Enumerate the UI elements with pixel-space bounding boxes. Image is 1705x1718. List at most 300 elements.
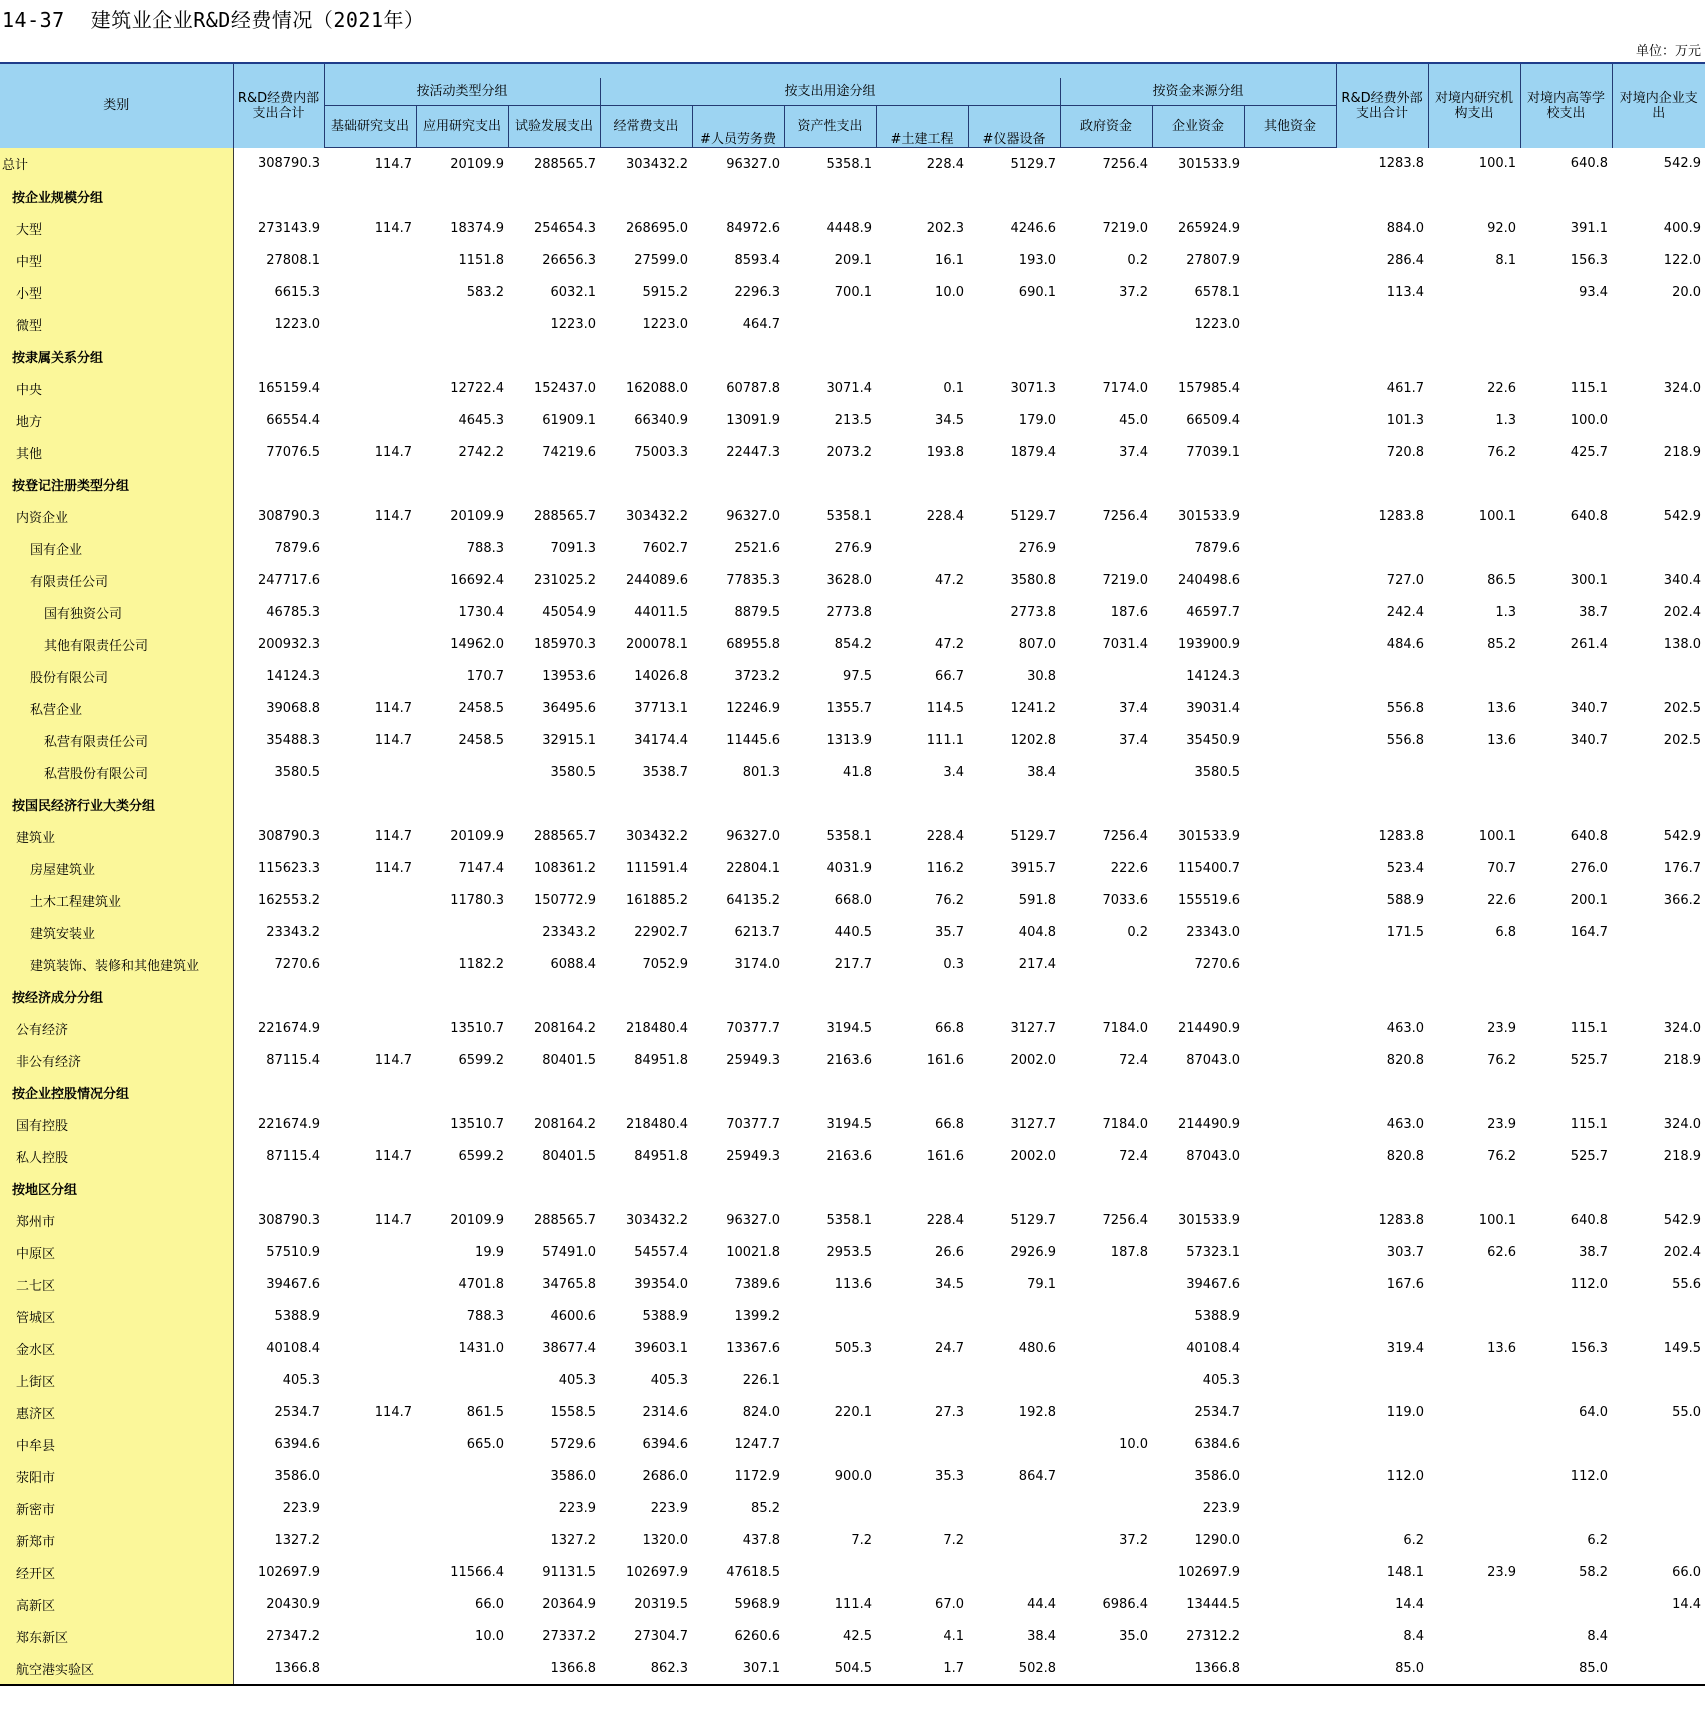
table-cell [324, 404, 416, 436]
table-row [0, 1492, 1705, 1524]
table-cell [324, 1012, 416, 1044]
table-cell: 5968.9 [734, 1596, 780, 1612]
table-cell: 13.6 [1487, 1340, 1517, 1356]
table-cell: 47618.5 [726, 1564, 780, 1580]
row-label: 荥阳市 [0, 1460, 233, 1492]
table-cell [324, 660, 416, 692]
table-row [0, 500, 1705, 532]
table-cell [1244, 564, 1336, 596]
table-cell: 55.6 [1672, 1276, 1702, 1292]
table-cell: 437.8 [742, 1532, 780, 1548]
table-cell: 27337.2 [542, 1628, 596, 1644]
table-row [0, 308, 1705, 340]
table-cell [1336, 660, 1428, 692]
row-label: 内资企业 [0, 500, 233, 532]
table-cell [1336, 980, 1428, 1012]
table-cell: 35.0 [1119, 1628, 1149, 1644]
row-label: 微型 [0, 308, 233, 340]
table-cell [784, 180, 876, 212]
table-cell: 820.8 [1386, 1052, 1425, 1068]
table-cell [1244, 1460, 1336, 1492]
header-by-source: 按资金来源分组 [1060, 78, 1336, 106]
table-cell [508, 980, 600, 1012]
table-cell [1060, 308, 1152, 340]
table-cell [692, 1172, 784, 1204]
table-cell: 301533.9 [1177, 1212, 1241, 1228]
table-cell: 46597.7 [1186, 604, 1241, 620]
table-cell [1060, 1652, 1152, 1685]
table-cell [1060, 756, 1152, 788]
table-cell [1428, 1076, 1520, 1108]
table-row [0, 1204, 1705, 1236]
table-cell: 7219.0 [1102, 572, 1149, 588]
table-cell: 4.1 [943, 1628, 964, 1644]
table-row [0, 1556, 1705, 1588]
table-cell: 13510.7 [450, 1116, 504, 1132]
table-row [0, 948, 1705, 980]
table-cell [324, 308, 416, 340]
table-cell [1060, 1172, 1152, 1204]
table-cell [600, 180, 692, 212]
table-cell: 45.0 [1119, 412, 1149, 428]
table-cell [784, 1492, 876, 1524]
table-cell: 155519.6 [1177, 892, 1241, 908]
table-cell: 68955.8 [726, 636, 780, 652]
table-cell: 96327.0 [726, 828, 780, 844]
table-cell: 156.3 [1570, 1340, 1609, 1356]
table-cell [1244, 1012, 1336, 1044]
table-cell: 3194.5 [826, 1116, 872, 1132]
table-cell [1428, 1524, 1520, 1556]
table-cell: 37.4 [1119, 444, 1149, 460]
table-cell: 10.0 [475, 1628, 504, 1644]
table-cell [1612, 180, 1705, 212]
table-cell: 170.7 [466, 668, 504, 684]
table-cell [324, 1492, 416, 1524]
table-row [0, 276, 1705, 308]
table-cell: 34765.8 [542, 1276, 596, 1292]
table-cell: 47.2 [935, 572, 964, 588]
table-cell [1244, 916, 1336, 948]
table-cell: 2686.0 [642, 1468, 688, 1484]
table-cell [1612, 340, 1705, 372]
table-cell [1428, 1300, 1520, 1332]
table-cell: 185970.3 [533, 636, 596, 652]
table-cell: 115.1 [1570, 1116, 1609, 1132]
header-basic: 基础研究支出 [324, 106, 416, 148]
table-cell: 303432.2 [625, 828, 688, 844]
table-cell [600, 468, 692, 500]
table-cell [1428, 980, 1520, 1012]
table-cell: 1366.8 [1194, 1660, 1241, 1676]
table-cell: 16692.4 [450, 572, 504, 588]
table-cell: 788.3 [466, 1308, 504, 1324]
table-cell: 303432.2 [625, 508, 688, 524]
table-cell [508, 468, 600, 500]
table-cell [1152, 788, 1244, 820]
table-cell: 1.3 [1495, 604, 1517, 620]
table-cell: 247717.6 [257, 572, 320, 588]
table-cell: 161.6 [926, 1052, 964, 1068]
table-cell [1520, 180, 1612, 212]
table-cell: 3586.0 [550, 1468, 596, 1484]
table-cell [1060, 788, 1152, 820]
table-cell: 3127.7 [1010, 1020, 1057, 1036]
table-cell: 11780.3 [450, 892, 504, 908]
table-cell [324, 788, 416, 820]
row-label: 按企业控股情况分组 [0, 1076, 233, 1108]
table-cell [876, 980, 968, 1012]
table-cell [1520, 660, 1612, 692]
table-cell: 23.9 [1487, 1564, 1517, 1580]
table-cell [1520, 1428, 1612, 1460]
table-cell: 218480.4 [625, 1116, 688, 1132]
table-cell: 34.5 [935, 412, 964, 428]
table-cell [324, 1652, 416, 1685]
table-cell [968, 1076, 1060, 1108]
table-row [0, 372, 1705, 404]
table-cell: 14962.0 [450, 636, 504, 652]
table-cell [1244, 596, 1336, 628]
table-cell: 112.0 [1570, 1468, 1609, 1484]
row-label: 新郑市 [0, 1524, 233, 1556]
group-header-row [0, 180, 1705, 212]
table-cell: 308790.3 [257, 1212, 320, 1228]
table-cell [1244, 1556, 1336, 1588]
table-cell: 218.9 [1663, 1052, 1702, 1068]
table-cell [876, 1428, 968, 1460]
table-cell: 57323.1 [1186, 1244, 1241, 1260]
table-cell: 303.7 [1386, 1244, 1425, 1260]
table-cell [876, 532, 968, 564]
table-cell: 276.9 [834, 540, 872, 556]
table-cell: 60787.8 [726, 380, 780, 396]
table-cell: 113.6 [834, 1276, 872, 1292]
table-cell [968, 1364, 1060, 1396]
table-cell: 70377.7 [726, 1020, 780, 1036]
table-cell: 5129.7 [1010, 828, 1057, 844]
table-cell: 5129.7 [1010, 1212, 1057, 1228]
table-cell [1612, 404, 1705, 436]
table-cell: 1202.8 [1010, 732, 1057, 748]
table-cell: 228.4 [926, 1212, 964, 1228]
header-experimental: 试验发展支出 [508, 106, 600, 148]
header-other-funds: 其他资金 [1244, 106, 1336, 148]
table-cell [1244, 1300, 1336, 1332]
table-cell [1060, 468, 1152, 500]
table-cell: 6088.4 [550, 956, 596, 972]
header-rd-internal: R&D经费内部支出合计 [233, 63, 324, 148]
table-cell [1520, 1364, 1612, 1396]
table-cell: 35.3 [935, 1468, 964, 1484]
table-cell [1244, 1620, 1336, 1652]
table-cell: 1283.8 [1378, 1212, 1425, 1228]
table-cell [784, 308, 876, 340]
table-cell: 14.4 [1395, 1596, 1425, 1612]
table-cell: 900.0 [834, 1468, 872, 1484]
table-row [0, 596, 1705, 628]
table-cell: 64135.2 [726, 892, 780, 908]
table-cell [1060, 660, 1152, 692]
table-cell: 213.5 [834, 412, 872, 428]
table-cell [1428, 1172, 1520, 1204]
table-cell: 23.9 [1487, 1020, 1517, 1036]
table-cell: 37.2 [1119, 284, 1149, 300]
table-cell: 116.2 [926, 860, 964, 876]
table-cell: 228.4 [926, 156, 964, 172]
row-label: 国有独资公司 [0, 596, 233, 628]
table-cell: 102697.9 [625, 1564, 688, 1580]
table-cell [1152, 468, 1244, 500]
table-cell: 44.4 [1027, 1596, 1057, 1612]
table-cell: 100.1 [1478, 1212, 1517, 1228]
table-cell: 114.5 [926, 700, 964, 716]
table-cell [784, 1428, 876, 1460]
table-cell: 30.8 [1027, 668, 1057, 684]
table-cell: 113.4 [1386, 284, 1425, 300]
table-cell [968, 1492, 1060, 1524]
table-cell: 1241.2 [1010, 700, 1057, 716]
table-cell: 152437.0 [533, 380, 596, 396]
table-cell [1612, 660, 1705, 692]
table-cell: 122.0 [1663, 252, 1702, 268]
row-label: 二七区 [0, 1268, 233, 1300]
table-cell: 7.2 [943, 1532, 964, 1548]
table-cell: 405.3 [1202, 1372, 1241, 1388]
table-cell: 720.8 [1386, 444, 1425, 460]
table-cell: 80401.5 [542, 1052, 596, 1068]
table-cell: 114.7 [374, 156, 412, 172]
table-cell [1244, 1236, 1336, 1268]
group-header-row [0, 340, 1705, 372]
table-cell: 1366.8 [550, 1660, 596, 1676]
table-cell: 5388.9 [1194, 1308, 1241, 1324]
table-cell: 2073.2 [826, 444, 872, 460]
table-cell [1428, 660, 1520, 692]
table-cell: 22902.7 [634, 924, 688, 940]
table-cell [876, 1556, 968, 1588]
table-cell [1612, 1652, 1705, 1685]
table-cell [876, 596, 968, 628]
table-cell [1060, 980, 1152, 1012]
table-cell: 3071.3 [1010, 380, 1057, 396]
table-cell: 86.5 [1487, 572, 1517, 588]
table-cell: 1223.0 [550, 316, 596, 332]
table-cell [1336, 948, 1428, 980]
table-cell: 39068.8 [266, 700, 320, 716]
table-cell [1612, 1524, 1705, 1556]
table-cell: 3915.7 [1010, 860, 1057, 876]
table-cell: 13367.6 [726, 1340, 780, 1356]
table-cell: 20109.9 [450, 828, 504, 844]
table-cell: 7174.0 [1102, 380, 1149, 396]
table-cell: 202.4 [1663, 604, 1702, 620]
group-header-row [0, 1076, 1705, 1108]
table-cell [324, 1620, 416, 1652]
table-cell [1428, 1652, 1520, 1685]
table-cell: 1283.8 [1378, 508, 1425, 524]
table-cell [692, 980, 784, 1012]
table-cell: 138.0 [1663, 636, 1702, 652]
table-cell: 244089.6 [625, 572, 688, 588]
header-gov: 政府资金 [1060, 106, 1152, 148]
table-cell: 27807.9 [1186, 252, 1241, 268]
table-cell: 111.1 [926, 732, 964, 748]
table-cell [1428, 1460, 1520, 1492]
table-cell: 20.0 [1672, 284, 1702, 300]
table-cell: 788.3 [466, 540, 504, 556]
header-labor: #人员劳务费 [692, 106, 784, 148]
table-cell: 13953.6 [542, 668, 596, 684]
table-cell [1428, 1268, 1520, 1300]
table-row [0, 532, 1705, 564]
table-cell [600, 980, 692, 1012]
table-cell [1428, 1588, 1520, 1620]
table-cell: 300.1 [1570, 572, 1609, 588]
table-cell [1612, 1172, 1705, 1204]
table-cell: 2296.3 [734, 284, 780, 300]
row-label: 中原区 [0, 1236, 233, 1268]
table-cell: 2002.0 [1010, 1052, 1057, 1068]
table-cell: 20109.9 [450, 1212, 504, 1228]
table-cell: 187.8 [1110, 1244, 1149, 1260]
row-label: 中牟县 [0, 1428, 233, 1460]
table-cell [1244, 820, 1336, 852]
table-cell: 91131.5 [542, 1564, 596, 1580]
table-cell: 114.7 [374, 700, 412, 716]
table-row [0, 212, 1705, 244]
table-cell: 13091.9 [726, 412, 780, 428]
row-label: 私营股份有限公司 [0, 756, 233, 788]
table-cell [1244, 692, 1336, 724]
table-cell [233, 1076, 324, 1108]
table-cell: 22.6 [1487, 380, 1517, 396]
table-cell: 37.4 [1119, 732, 1149, 748]
table-cell: 157985.4 [1177, 380, 1241, 396]
table-cell: 7031.4 [1102, 636, 1149, 652]
table-cell [416, 916, 508, 948]
table-cell: 119.0 [1386, 1404, 1425, 1420]
table-cell: 273143.9 [257, 220, 320, 236]
table-cell: 542.9 [1663, 1212, 1702, 1228]
row-label: 小型 [0, 276, 233, 308]
table-cell: 5388.9 [642, 1308, 688, 1324]
row-label: 建筑安装业 [0, 916, 233, 948]
table-cell: 366.2 [1663, 892, 1702, 908]
table-cell [1244, 1428, 1336, 1460]
table-cell: 464.7 [742, 316, 780, 332]
table-cell: 7256.4 [1102, 156, 1149, 172]
table-cell [876, 308, 968, 340]
table-cell: 1399.2 [734, 1308, 780, 1324]
table-cell [1244, 212, 1336, 244]
table-row [0, 820, 1705, 852]
table-cell: 288565.7 [533, 1212, 596, 1228]
table-cell: 66340.9 [634, 412, 688, 428]
table-cell [784, 1364, 876, 1396]
table-cell: 200932.3 [257, 636, 320, 652]
table-cell: 1327.2 [550, 1532, 596, 1548]
table-cell: 3127.7 [1010, 1116, 1057, 1132]
table-cell: 1730.4 [458, 604, 504, 620]
table-cell: 58.2 [1579, 1564, 1609, 1580]
table-cell: 6578.1 [1194, 284, 1241, 300]
table-cell: 16.1 [935, 252, 964, 268]
table-cell: 84951.8 [634, 1148, 688, 1164]
table-cell: 96327.0 [726, 508, 780, 524]
table-cell: 114.7 [374, 1052, 412, 1068]
table-cell: 202.5 [1663, 732, 1702, 748]
table-cell: 1172.9 [734, 1468, 780, 1484]
table-cell [1520, 1300, 1612, 1332]
header-capital: 资产性支出 [784, 106, 876, 148]
table-cell: 6.2 [1403, 1532, 1425, 1548]
table-row [0, 1268, 1705, 1300]
table-cell [1060, 180, 1152, 212]
table-cell: 39467.6 [1186, 1276, 1241, 1292]
table-cell: 8.4 [1403, 1628, 1425, 1644]
table-cell: 223.9 [558, 1500, 596, 1516]
table-cell: 102697.9 [257, 1564, 320, 1580]
table-cell [324, 980, 416, 1012]
table-cell: 308790.3 [257, 508, 320, 524]
table-cell: 13444.5 [1186, 1596, 1241, 1612]
table-cell: 114.7 [374, 732, 412, 748]
row-label: 郑州市 [0, 1204, 233, 1236]
table-cell: 505.3 [834, 1340, 872, 1356]
table-cell: 87043.0 [1186, 1052, 1241, 1068]
table-cell [1244, 660, 1336, 692]
table-cell: 286.4 [1386, 252, 1425, 268]
table-cell: 223.9 [1202, 1500, 1241, 1516]
table-cell: 27304.7 [634, 1628, 688, 1644]
table-cell [1428, 756, 1520, 788]
table-cell: 85.2 [751, 1500, 780, 1516]
table-cell: 85.2 [1487, 636, 1517, 652]
table-cell: 179.0 [1018, 412, 1057, 428]
table-cell: 461.7 [1386, 380, 1425, 396]
table-cell: 62.6 [1487, 1244, 1517, 1260]
table-cell [784, 980, 876, 1012]
table-cell: 35.7 [935, 924, 964, 940]
table-cell: 525.7 [1570, 1052, 1609, 1068]
table-cell [876, 1300, 968, 1332]
row-label: 按隶属关系分组 [0, 340, 233, 372]
table-cell [876, 1172, 968, 1204]
table-cell [1060, 1076, 1152, 1108]
table-cell: 640.8 [1570, 1212, 1609, 1228]
table-cell: 0.2 [1127, 252, 1149, 268]
table-cell [324, 1556, 416, 1588]
table-row [0, 1652, 1705, 1685]
table-cell: 76.2 [1487, 1148, 1517, 1164]
table-cell [1244, 468, 1336, 500]
table-code: 14-37 [2, 8, 65, 32]
table-cell: 115623.3 [257, 860, 320, 876]
table-cell [968, 1300, 1060, 1332]
table-cell [784, 468, 876, 500]
table-cell: 77039.1 [1186, 444, 1241, 460]
table-cell: 114.7 [374, 1212, 412, 1228]
table-cell: 3580.5 [550, 764, 596, 780]
table-cell [1520, 948, 1612, 980]
row-label: 国有企业 [0, 532, 233, 564]
table-cell: 824.0 [742, 1404, 780, 1420]
table-cell: 114.7 [374, 828, 412, 844]
table-row [0, 1460, 1705, 1492]
table-cell [416, 180, 508, 212]
table-cell: 4246.6 [1010, 220, 1057, 236]
